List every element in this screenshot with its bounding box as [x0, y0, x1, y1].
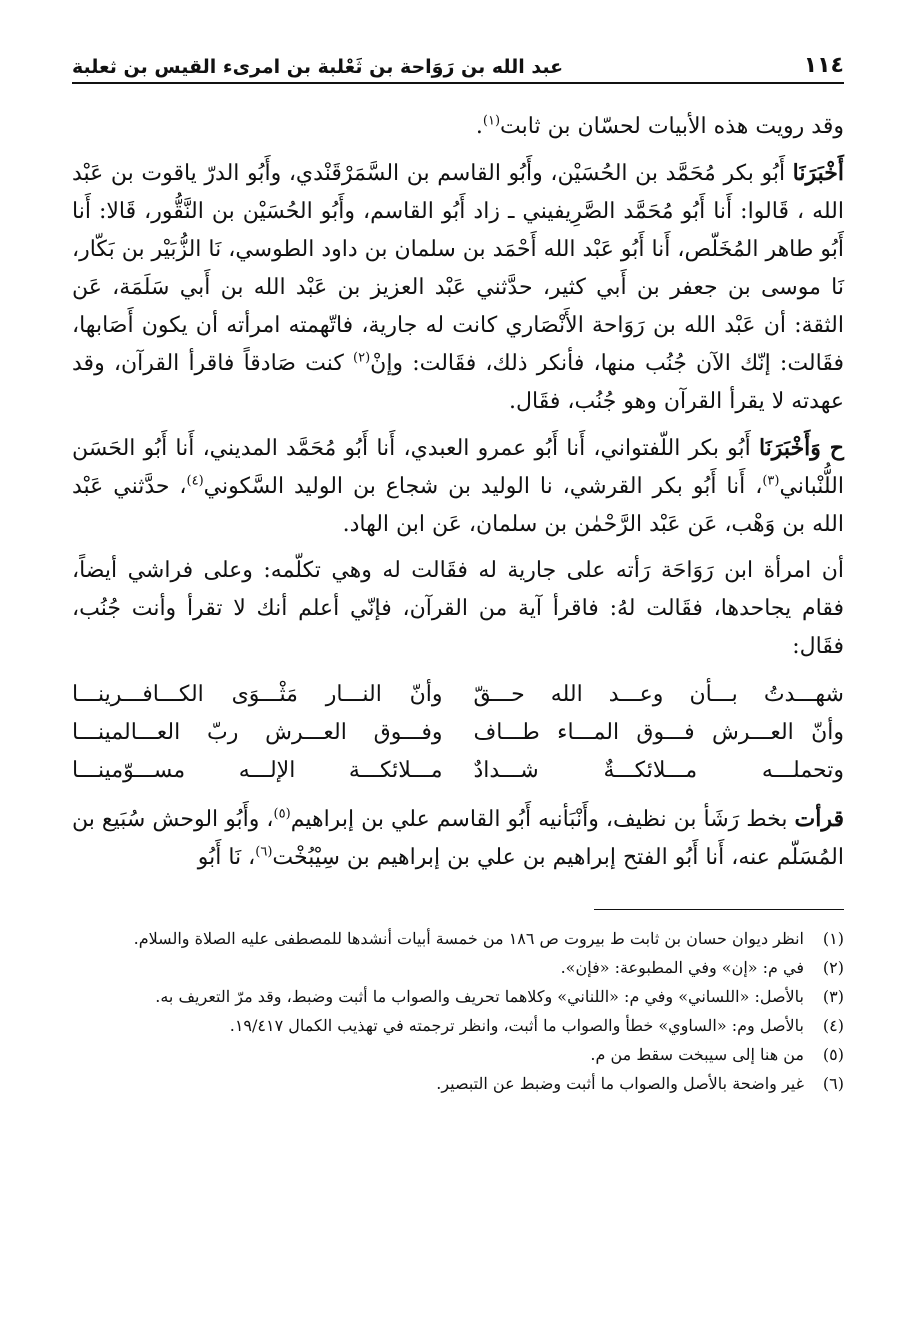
main-text	[72, 108, 844, 877]
paragraph-1	[72, 108, 844, 146]
footnote-ref: (٢)	[353, 350, 371, 366]
verse-line	[72, 714, 844, 752]
footnote-ref: (٣)	[762, 473, 780, 489]
footnote	[72, 924, 844, 953]
paragraph-tail: ، أَنا أَبُو بكر القرشي، نا الوليد بن شجاع بن الوليد السَّكوني	[203, 474, 763, 499]
running-title: عبد الله بن رَوَاحة بن ثَعْلبة بن امرىء القيس بن ثعلبة	[72, 56, 564, 78]
verse-first-half: وأنّ العـــرش فـــوق المـــاء طـــاف	[473, 720, 844, 745]
footnote-number: (١)	[822, 929, 844, 948]
paragraph-lead: قرأت	[794, 806, 844, 832]
paragraph-2	[72, 154, 844, 421]
paragraph-tail: ، نَا أَبُو	[197, 845, 256, 870]
footnote	[72, 1069, 844, 1098]
poem-verses	[72, 676, 844, 790]
paragraph-5	[72, 800, 844, 877]
paragraph-tail: .	[475, 114, 483, 139]
footnote-number: (٣)	[822, 987, 844, 1006]
book-page	[72, 38, 844, 1098]
footnote-text: بالأصل: «اللساني» وفي م: «اللناني» وكلاهما تحريف والصواب ما أثبت وضبط، وقد مرّ التعريف به.	[155, 987, 804, 1006]
verse-second-half: وفـــوق العـــرش ربّ العـــالمينـــا	[72, 720, 443, 745]
paragraph-tail: ، وأَبُو الوحش سُبَيع بن المُسَلّم عنه، أَنا أَبُو الفتح إبراهيم بن علي بن إبراهيم بن سِيْبُخْت	[72, 807, 844, 870]
footnote-number: (٢)	[822, 958, 844, 977]
footnote-number: (٥)	[822, 1045, 844, 1064]
footnote	[72, 1011, 844, 1040]
footnote-text: انظر ديوان حسان بن ثابت ط بيروت ص ١٨٦ من خمسة أبيات أنشدها للمصطفى عليه الصلاة والسلام.	[133, 929, 804, 948]
footnote	[72, 953, 844, 982]
footnote-ref: (١)	[482, 113, 501, 129]
footnote-text: بالأصل وم: «الساوي» خطأ والصواب ما أثبت، وانظر ترجمته في تهذيب الكمال ١٩/٤١٧.	[229, 1016, 804, 1035]
paragraph-text: وقد رويت هذه الأبيات لحسّان بن ثابت	[500, 114, 844, 139]
paragraph-lead: ح وَأَخْبَرَنَا	[758, 435, 844, 461]
footnote-ref: (٦)	[255, 844, 273, 860]
footnote-text: من هنا إلى سيبخت سقط من م.	[590, 1045, 804, 1064]
footnote-text: في م: «إن» وفي المطبوعة: «فإن».	[560, 958, 804, 977]
paragraph-text: أن امرأة ابن رَوَاحَة رَأته على جارية له فقَالت له وهي تكلّمه: وعلى فراشي أيضاً، فقام يجاحدها، فقَالت لهُ: فاقرأ آية من القرآن، فإنّي أعلم أنك لا تقرأ وأنت جُنُب، فقَال:	[72, 558, 844, 659]
footnote-ref: (٤)	[186, 473, 204, 489]
paragraph-tail: كنت صَادقاً فاقرأ القرآن، وقد عهدته لا يقرأ القرآن وهو جُنُب، فقَال.	[72, 351, 844, 414]
paragraph-3	[72, 429, 844, 544]
footnote	[72, 982, 844, 1011]
paragraph-text: بخط رَشَأ بن نظيف، وأَنْبَأنيه أَبُو القاسم علي بن إبراهيم	[290, 807, 795, 832]
paragraph-tail: ، حدَّثني عَبْد الله بن وَهْب، عَن عَبْد الرَّحْمٰن بن سلمان، عَن ابن الهاد.	[72, 474, 844, 537]
verse-first-half: شهـــدتُ بـــأن وعـــد الله حـــقّ	[473, 682, 844, 707]
verse-first-half: وتحملـــه مـــلائكـــةٌ شـــدادٌ	[473, 758, 844, 783]
paragraph-lead: أَخْبَرَنَا	[792, 160, 844, 186]
footnote-number: (٤)	[822, 1016, 844, 1035]
footnote-ref: (٥)	[273, 806, 291, 822]
footnote-text: غير واضحة بالأصل والصواب ما أثبت وضبط عن التبصير.	[436, 1074, 804, 1093]
paragraph-text: أَبُو بكر اللّفتواني، أَنا أَبُو عمرو العبدي، أَنا أَبُو مُحَمَّد المديني، أَنا أَبُو الحَسَن اللُّنْباني	[72, 436, 844, 499]
verse-second-half: وأنّ النـــار مَثْـــوَى الكـــافـــرينـــا	[72, 682, 443, 707]
paragraph-4	[72, 552, 844, 666]
verse-line	[72, 752, 844, 790]
footnote-number: (٦)	[822, 1074, 844, 1093]
footnote-divider	[594, 909, 844, 910]
paragraph-text: أَبُو بكر مُحَمَّد بن الحُسَيْن، وأَبُو القاسم بن السَّمَرْقَنْدي، وأَبُو الدرّ ياقوت بن عَبْد الله ، قَالوا: أَنا أَبُو مُحَمَّد الصَّرِيفيني ـ زاد أَبُو القاسم، وأَبُو الحُسَيْن بن النَّقُّور، قَالا: أَنا أَبُو طاهر المُخَلّص، أَنا أَبُو عَبْد الله أَحْمَد بن سلمان بن داود الطوسي، نَا الزُّبَيْر بن بَكّار، نَا موسى بن جعفر بن أَبي كثير، حدَّثني عَبْد العزيز بن عَبْد الله بن أَبي سَلَمَة، عَن الثقة: أن عَبْد الله بن رَوَاحة الأَنْصَاري كانت له جارية، فاتّهمته امرأته أن يكون أَصَابها، فقَالت: إنّك الآن جُنُب منها، فأنكر ذلك، فقَالت: وإنْ	[72, 161, 844, 376]
footnote	[72, 1040, 844, 1069]
verse-line	[72, 676, 844, 714]
verse-second-half: مـــلائكـــة الإلـــه مســـوّمينـــا	[72, 758, 443, 783]
page-number: ١١٤	[803, 53, 844, 78]
footnotes	[72, 924, 844, 1098]
page-header	[72, 38, 844, 84]
